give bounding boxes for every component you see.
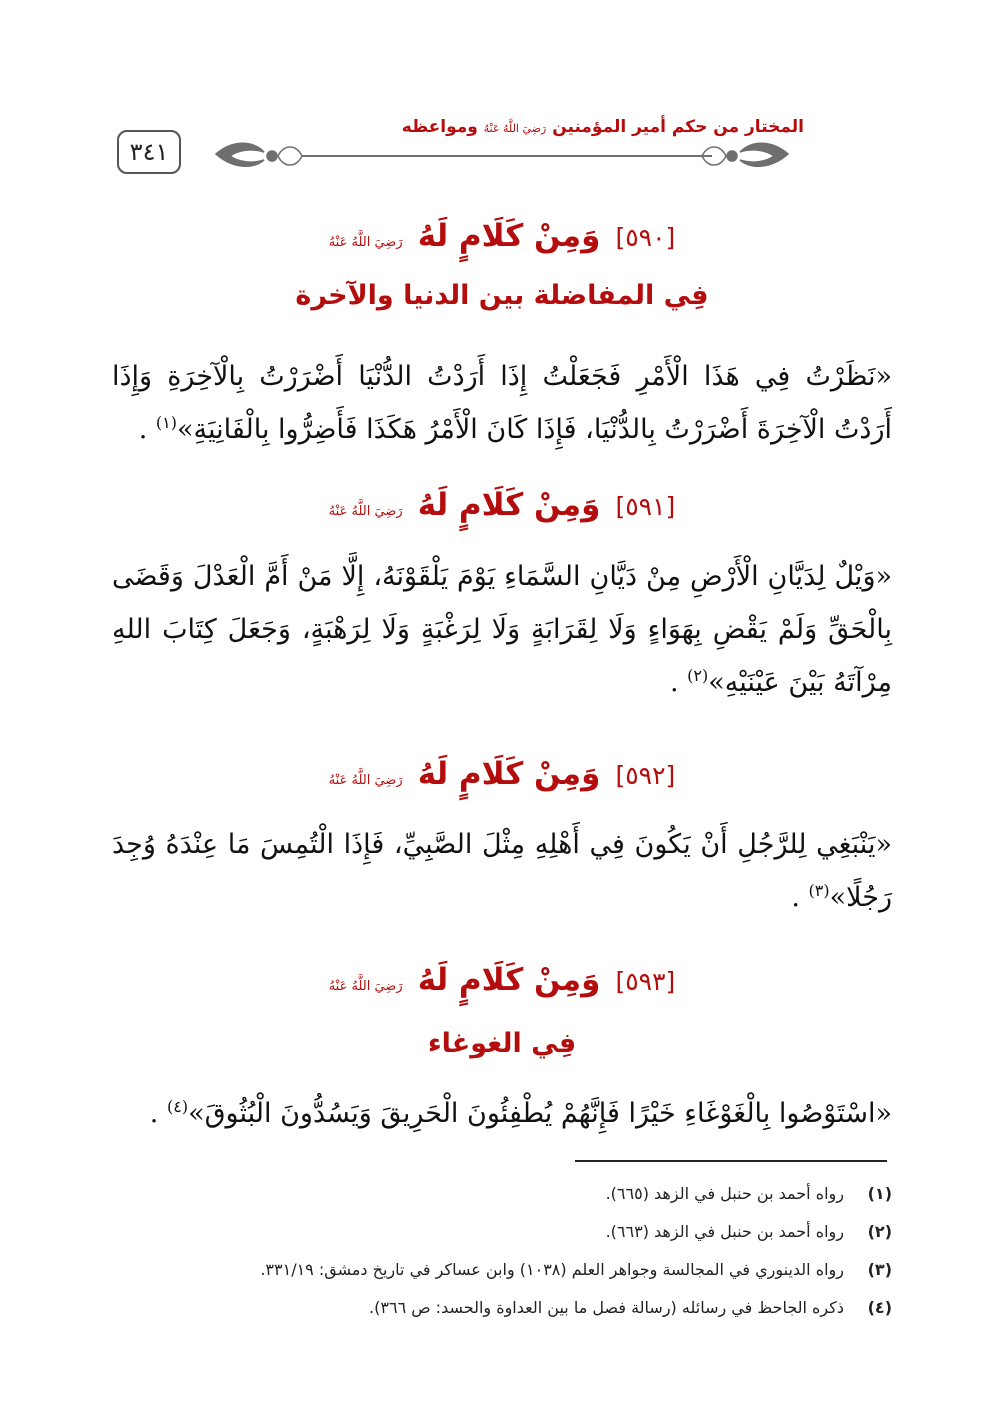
section-subtitle-593: فِي الغوغاء [427,1028,577,1059]
section-number: [٥٩٠] [615,223,676,252]
quote-text: «وَيْلٌ لِدَيَّانِ الْأَرْضِ مِنْ دَيَّانِ السَّمَاءِ يَوْمَ يَلْقَوْنَهُ، إِلَّا مَنْ أَمَّ الْعَدْلَ وَقَضَى بِالْحَقِّ وَلَمْ يَقْضِ بِهَوَاءٍ وَلَا لِقَرَابَةٍ وَلَا لِرَغْبَةٍ وَلَا لِرَهْبَةٍ، وَجَعَلَ كِتَابَ اللهِ مِرْآتَهُ بَيْنَ عَيْنَيْهِ» [112,561,892,698]
page-number-text: ٣٤١ [129,138,169,166]
footnote-ref: (٣) [808,881,830,900]
quote-text: «اسْتَوْصُوا بِالْغَوْغَاءِ خَيْرًا فَإِنَّهُمْ يُطْفِئُونَ الْحَرِيقَ وَيَسُدُّونَ الْبُثُوقَ» [188,1098,892,1129]
footnote-ref: (٤) [166,1097,189,1116]
section-honor: رَضِيَ اللَّهُ عَنْهُ [328,235,403,250]
section-heading-592 [0,756,1004,792]
footnotes [112,1175,892,1327]
footnote-item [112,1251,892,1289]
footnote-mark: (٤) [867,1298,892,1317]
footnote-item [112,1213,892,1251]
quote-text: «يَنْبَغِي لِلرَّجُلِ أَنْ يَكُونَ فِي أَهْلِهِ مِثْلَ الصَّبِيِّ، فَإِذَا الْتُمِسَ مَا عِنْدَهُ وُجِدَ رَجُلًا» [112,829,892,913]
running-header [402,117,804,137]
section-honor: رَضِيَ اللَّهُ عَنْهُ [328,773,403,788]
footnote-separator [575,1160,887,1162]
section-text-593 [112,1087,892,1140]
footnote-ref: (١) [155,413,177,432]
running-title: المختار من حكم أمير المؤمنين [552,117,804,137]
section-honor: رَضِيَ اللَّهُ عَنْهُ [328,979,403,994]
page-number [117,130,181,174]
quote-end: . [669,667,688,698]
section-title: وَمِنْ كَلَامٍ لَهُ [417,218,601,254]
footnote-ref: (٢) [687,666,709,685]
section-heading-593 [0,962,1004,998]
quote-text: «نَظَرْتُ فِي هَذَا الْأَمْرِ فَجَعَلْتُ إِذَا أَرَدْتُ الدُّنْيَا أَضْرَرْتُ بِالْآخِرَةِ وَإِذَا أَرَدْتُ الْآخِرَةَ أَضْرَرْتُ بِالدُّنْيَا، فَإِذَا كَانَ الْأَمْرُ هَكَذَا فَأَضِرُّوا بِالْفَانِيَةِ» [112,361,892,445]
footnote-text: رواه أحمد بن حنبل في الزهد (٦٦٥). [605,1184,844,1203]
quote-end: . [149,1098,167,1129]
section-heading-590 [0,218,1004,254]
section-honor: رَضِيَ اللَّهُ عَنْهُ [328,504,403,519]
section-heading-591 [0,487,1004,523]
header-ornament [212,134,792,174]
running-suffix: ومواعظه [401,117,478,137]
footnote-text: رواه الدينوري في المجالسة وجواهر العلم (١٠٣٨) وابن عساكر في تاريخ دمشق: ٣٣١/١٩. [260,1260,844,1279]
section-text-590 [112,350,892,456]
section-number: [٥٩٢] [615,761,676,790]
section-title: وَمِنْ كَلَامٍ لَهُ [417,756,601,792]
footnote-mark: (١) [867,1184,892,1203]
footnote-text: ذكره الجاحظ في رسائله (رسالة فصل ما بين العداوة والحسد: ص ٣٦٦). [369,1298,844,1317]
footnote-text: رواه أحمد بن حنبل في الزهد (٦٦٣). [605,1222,844,1241]
footnote-mark: (٢) [867,1222,892,1241]
section-title: وَمِنْ كَلَامٍ لَهُ [417,962,601,998]
quote-end: . [791,882,809,913]
section-subtitle-590: فِي المفاضلة بين الدنيا والآخرة [295,280,709,311]
section-title: وَمِنْ كَلَامٍ لَهُ [417,487,601,523]
footnote-item [112,1289,892,1327]
section-number: [٥٩٣] [615,967,676,996]
section-text-591 [112,550,892,709]
running-honor: رَضِيَ اللَّهُ عَنْهُ [483,122,547,135]
footnote-item [112,1175,892,1213]
quote-end: . [138,414,156,445]
footnote-mark: (٣) [867,1260,892,1279]
section-text-592 [112,818,892,924]
section-number: [٥٩١] [615,492,676,521]
